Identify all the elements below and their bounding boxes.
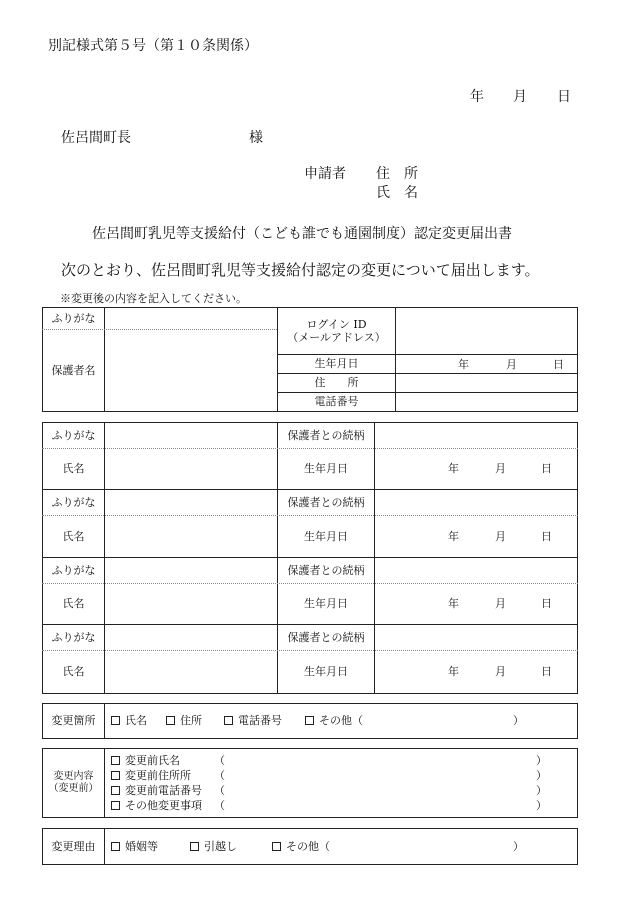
login-id-text: ログイン ID <box>306 317 367 331</box>
open-paren: （ <box>214 784 225 797</box>
child-name-field[interactable] <box>105 449 277 489</box>
login-id-field[interactable] <box>396 308 577 354</box>
change-content-item[interactable] <box>111 770 191 781</box>
checkbox[interactable] <box>166 716 175 725</box>
change-reason-option-other[interactable] <box>272 841 330 852</box>
child-name-field[interactable] <box>105 651 277 693</box>
child-birth-year: 年 <box>448 530 459 543</box>
checkbox[interactable] <box>305 716 314 725</box>
child-relation-field[interactable] <box>375 558 577 583</box>
open-paren: （ <box>214 769 225 782</box>
option-label: その他（ <box>319 714 363 727</box>
close-paren: ） <box>536 754 547 767</box>
change-content-item[interactable] <box>111 785 202 796</box>
date-year-label: 年 <box>470 89 484 105</box>
child-name-label: 氏名 <box>62 529 85 543</box>
child-name-label: 氏名 <box>62 462 85 476</box>
open-paren: （ <box>214 799 225 812</box>
child-furigana-field[interactable] <box>105 558 277 583</box>
applicant-name-label: 氏 名 <box>376 185 418 201</box>
child-furigana-label: ふりがな <box>51 630 96 644</box>
applicant-label: 申請者 <box>304 166 346 182</box>
child-relation-label: 保護者との続柄 <box>287 630 365 644</box>
child-birth-year: 年 <box>448 462 459 475</box>
applicant-address-label: 住 所 <box>376 166 418 182</box>
option-label: 氏名 <box>125 714 147 727</box>
child-birth-label: 生年月日 <box>304 597 348 611</box>
change-content-label-line2: （変更前） <box>48 783 99 794</box>
change-content-label-line1: 変更内容 <box>53 771 94 782</box>
child-furigana-field[interactable] <box>105 490 277 515</box>
guardian-birth-year: 年 <box>458 358 469 371</box>
honorific: 様 <box>249 130 263 146</box>
change-content-label <box>43 749 104 817</box>
child-name-label: 氏名 <box>62 665 85 679</box>
item-label: 変更前氏名 <box>125 754 180 767</box>
checkbox[interactable] <box>111 771 120 780</box>
close-paren: ） <box>536 799 547 812</box>
checkbox[interactable] <box>190 842 199 851</box>
checkbox[interactable] <box>272 842 281 851</box>
checkbox[interactable] <box>111 756 120 765</box>
child-furigana-label: ふりがな <box>51 563 96 577</box>
child-relation-label: 保護者との続柄 <box>287 428 365 442</box>
option-label: その他（ <box>286 840 330 853</box>
child-birth-label: 生年月日 <box>304 529 348 543</box>
close-paren: ） <box>536 769 547 782</box>
change-reason-label: 変更理由 <box>51 839 96 853</box>
option-label: 婚姻等 <box>125 840 158 853</box>
open-paren: （ <box>214 754 225 767</box>
child-birth-day: 日 <box>541 665 552 678</box>
close-paren: ） <box>536 784 547 797</box>
child-relation-field[interactable] <box>375 625 577 650</box>
change-place-option-name[interactable] <box>111 715 147 726</box>
child-birth-year: 年 <box>448 597 459 610</box>
child-relation-label: 保護者との続柄 <box>287 495 365 509</box>
change-place-label: 変更箇所 <box>51 714 96 728</box>
guardian-birth-label: 生年月日 <box>314 357 359 371</box>
item-label: 変更前電話番号 <box>125 784 202 797</box>
date-month-label: 月 <box>513 89 527 105</box>
checkbox[interactable] <box>111 842 120 851</box>
guardian-address-label: 住 所 <box>314 376 359 390</box>
child-birth-year: 年 <box>448 665 459 678</box>
checkbox[interactable] <box>111 786 120 795</box>
change-place-option-other[interactable] <box>305 715 363 726</box>
guardian-phone-label: 電話番号 <box>314 395 359 409</box>
child-birth-month: 月 <box>495 597 506 610</box>
login-id-label <box>278 308 395 354</box>
checkbox[interactable] <box>111 716 120 725</box>
child-furigana-label: ふりがな <box>51 428 96 442</box>
change-reason-option-marriage[interactable] <box>111 841 158 852</box>
guardian-furigana-field[interactable] <box>105 308 277 329</box>
intro-text: 次のとおり、佐呂間町乳児等支援給付認定の変更について届出します。 <box>61 261 540 279</box>
option-label: 住所 <box>180 714 202 727</box>
child-name-field[interactable] <box>105 516 277 557</box>
checkbox[interactable] <box>111 801 120 810</box>
change-place-close-paren: ） <box>513 714 524 727</box>
option-label: 引越し <box>204 840 237 853</box>
guardian-birth-month: 月 <box>506 358 517 371</box>
change-reason-option-moving[interactable] <box>190 841 237 852</box>
guardian-birth-day: 日 <box>553 358 564 371</box>
option-label: 電話番号 <box>238 714 282 727</box>
change-place-option-phone[interactable] <box>224 715 282 726</box>
date-day-label: 日 <box>557 89 571 105</box>
child-furigana-label: ふりがな <box>51 495 96 509</box>
document-title: 佐呂間町乳児等支援給付（こども誰でも通園制度）認定変更届出書 <box>92 226 512 242</box>
form-reference: 別記様式第５号（第１０条関係） <box>48 38 258 54</box>
guardian-address-field[interactable] <box>396 374 577 392</box>
guardian-furigana-label: ふりがな <box>51 311 96 325</box>
child-name-label: 氏名 <box>62 597 85 611</box>
child-relation-label: 保護者との続柄 <box>287 563 365 577</box>
change-content-item[interactable] <box>111 755 180 766</box>
item-label: 変更前住所所 <box>125 769 191 782</box>
child-relation-field[interactable] <box>375 423 577 448</box>
child-birth-day: 日 <box>541 530 552 543</box>
child-birth-label: 生年月日 <box>304 462 348 476</box>
child-birth-month: 月 <box>495 665 506 678</box>
guardian-name-label: 保護者名 <box>51 363 96 377</box>
child-furigana-field[interactable] <box>105 423 277 448</box>
item-label: その他変更事項 <box>125 799 202 812</box>
child-birth-day: 日 <box>541 462 552 475</box>
login-id-sub: （メールアドレス） <box>287 331 386 344</box>
instruction-note: ※変更後の内容を記入してください。 <box>60 292 247 305</box>
child-birth-label: 生年月日 <box>304 665 348 679</box>
guardian-name-field[interactable] <box>105 330 277 411</box>
addressee: 佐呂間町長 <box>61 130 131 146</box>
child-furigana-field[interactable] <box>105 625 277 650</box>
change-place-option-address[interactable] <box>166 715 202 726</box>
guardian-birth-field[interactable] <box>396 355 577 373</box>
change-reason-close-paren: ） <box>513 840 524 853</box>
guardian-phone-field[interactable] <box>396 393 577 411</box>
child-birth-day: 日 <box>541 597 552 610</box>
checkbox[interactable] <box>224 716 233 725</box>
child-birth-month: 月 <box>495 530 506 543</box>
child-birth-month: 月 <box>495 462 506 475</box>
child-name-field[interactable] <box>105 584 277 624</box>
change-content-item[interactable] <box>111 800 202 811</box>
child-relation-field[interactable] <box>375 490 577 515</box>
